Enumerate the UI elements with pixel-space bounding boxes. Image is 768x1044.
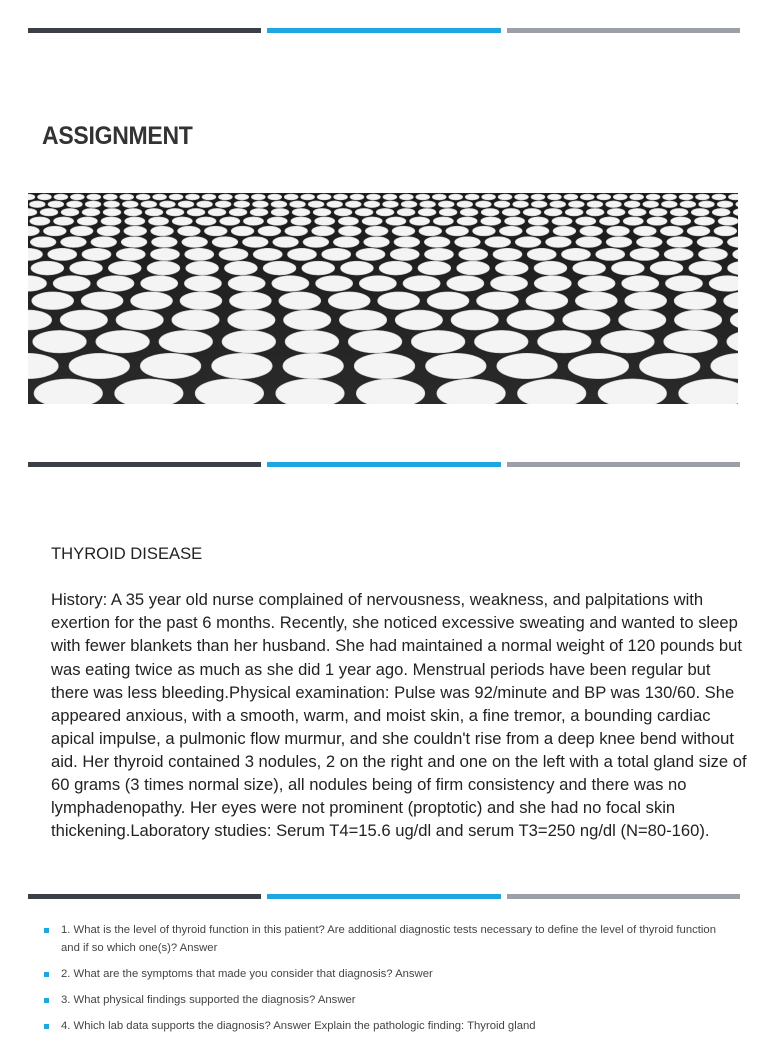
case-heading: THYROID DISEASE bbox=[51, 544, 203, 564]
top-divider bbox=[28, 28, 740, 33]
discs-pattern-image bbox=[28, 193, 738, 404]
case-description bbox=[51, 519, 747, 865]
bottom-divider bbox=[28, 894, 740, 899]
slide-title: ASSIGNMENT bbox=[42, 122, 193, 150]
divider-segment-accent bbox=[267, 894, 500, 899]
list-item bbox=[44, 1018, 734, 1036]
divider-segment-light bbox=[507, 462, 740, 467]
divider-segment-light bbox=[507, 28, 740, 33]
list-item bbox=[44, 922, 734, 957]
divider-segment-dark bbox=[28, 28, 261, 33]
question-text: 4. Which lab data supports the diagnosis? Answer Explain the pathologic finding: Thyroid gland bbox=[61, 1019, 536, 1032]
divider-segment-dark bbox=[28, 894, 261, 899]
question-list bbox=[44, 922, 734, 1044]
question-text: 1. What is the level of thyroid function in this patient? Are additional diagnostic tests necessary to define the level of thyroid function and if so which one(s)? Answer bbox=[61, 924, 716, 954]
divider-segment-accent bbox=[267, 462, 500, 467]
divider-segment-accent bbox=[267, 28, 500, 33]
divider-segment-dark bbox=[28, 462, 261, 467]
case-body: History: A 35 year old nurse complained of nervousness, weakness, and palpitations with exertion for the past 6 months. Recently, she noticed excessive sweating and wanted to sleep with fewer blankets than her husband. She had maintained a normal weight of 120 pounds but was eating twice as much as she did 1 year ago. Menstrual periods have been regular but there was less bleeding.Physical examination: Pulse was 92/minute and BP was 130/60. She appeared anxious, with a smooth, warm, and moist skin, a fine tremor, a bounding cardiac apical impulse, a pulmonic flow murmur, and she couldn't rise from a deep knee bend without aid. Her thyroid contained 3 nodules, 2 on the right and one on the left with a total gland size of 60 grams (3 times normal size), all nodules being of firm consistency and there was no lymphadenopathy. Her eyes were not prominent (proptotic) and she had no focal skin thickening.Laboratory studies: Serum T4=15.6 ug/dl and serum T3=250 ng/dl (N=80-160). bbox=[51, 590, 747, 841]
bullet-icon bbox=[44, 1024, 49, 1029]
question-text: 3. What physical findings supported the diagnosis? Answer bbox=[61, 993, 356, 1006]
bullet-icon bbox=[44, 928, 49, 933]
list-item bbox=[44, 966, 734, 984]
list-item bbox=[44, 992, 734, 1010]
bullet-icon bbox=[44, 972, 49, 977]
bullet-icon bbox=[44, 998, 49, 1003]
question-text: 2. What are the symptoms that made you consider that diagnosis? Answer bbox=[61, 967, 433, 980]
middle-divider bbox=[28, 462, 740, 467]
divider-segment-light bbox=[507, 894, 740, 899]
